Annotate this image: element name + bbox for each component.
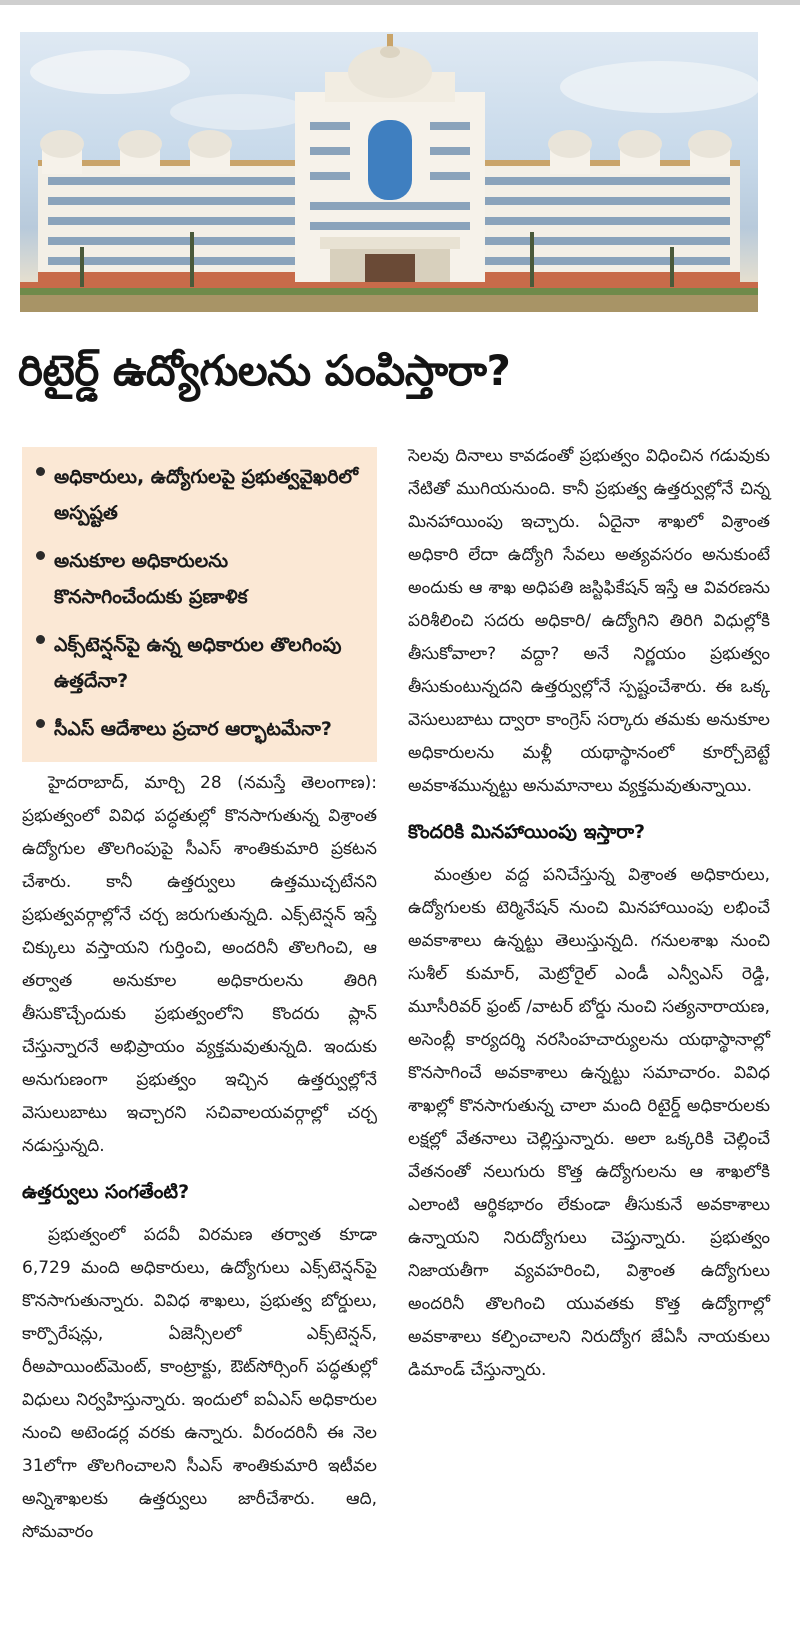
right-column (408, 440, 770, 1387)
highlights-box (22, 447, 377, 762)
body-paragraph: మంత్రుల వద్ద పనిచేస్తున్న విశ్రాంత అధికారులు, ఉద్యోగులకు టెర్మినేషన్ నుంచి మినహాయింపు లభించే అవకాశాలు ఉన్నట్టు తెలుస్తున్నది. గనులశాఖ నుంచి సుశీల్ కుమార్, మెట్రోరైల్ ఎండీ ఎన్వీఎస్ రెడ్డి, మూసీరివర్ ఫ్రంట్ /వాటర్ బోర్డు నుంచి సత్యనారాయణ, అసెంబ్లీ కార్యదర్శి నరసింహచార్యులను యథాస్థానాల్లో కొనసాగించే అవకాశాలు ఉన్నట్టు సమాచారం. వివిధ శాఖల్లో కొనసాగుతున్న చాలా మంది రిటైర్డ్ అధికారులకు లక్షల్లో వేతనాలు చెల్లిస్తున్నారు. అలా ఒక్కరికి చెల్లించే వేతనంతో నలుగురు కొత్త ఉద్యోగులను ఆ శాఖలోకి ఎలాంటి ఆర్థికభారం లేకుండా తీసుకునే అవకాశాలు ఉన్నాయని నిరుద్యోగులు చెప్తున్నారు. ప్రభుత్వం నిజాయతీగా వ్యవహరించి, విశ్రాంత ఉద్యోగులు అందరినీ తొలగించి యువతకు కొత్త ఉద్యోగాల్లో అవకాశాలు కల్పించాలని నిరుద్యోగ జేఏసీ నాయకులు డిమాండ్ చేస్తున్నారు. (408, 865, 770, 1380)
subhead-exemption: కొందరికి మినహాయింపు ఇస్తారా? (408, 821, 646, 843)
left-column (22, 767, 377, 1549)
highlight-text: సీఎస్ ఆదేశాలు ప్రచార ఆర్భాటమేనా? (54, 718, 332, 740)
bullet-dot (36, 719, 45, 728)
highlight-text: అనుకూల అధికారులను కొనసాగించేందుకు ప్రణాళిక (54, 550, 248, 608)
bullet-dot (36, 467, 45, 476)
top-rule (0, 0, 800, 5)
bullet-dot (36, 635, 45, 644)
highlight-item (36, 711, 363, 747)
intro-paragraph: హైదరాబాద్, మార్చి 28 (నమస్తే తెలంగాణ): ప్రభుత్వంలో వివిధ పద్ధతుల్లో కొనసాగుతున్న విశ్రాంత ఉద్యోగుల తొలగింపుపై సీఎస్ శాంతికుమారి ప్రకటన చేశారు. కానీ ఉత్తర్వులు ఉత్తముచ్చటేనని ప్రభుత్వవర్గాల్లోనే చర్చ జరుగుతున్నది. ఎక్స్‌టెన్షన్ ఇస్తే చిక్కులు వస్తాయని గుర్తించి, అందరినీ తొలగించి, ఆ తర్వాత అనుకూల అధికారులను తిరిగి తీసుకొచ్చేందుకు ప్రభుత్వంలోని కొందరు ప్లాన్ చేస్తున్నారనే అభిప్రాయం వ్యక్తమవుతున్నది. ఇందుకు అనుగుణంగా ప్రభుత్వం ఇచ్చిన ఉత్తర్వుల్లోనే వెసులుబాటు ఇచ్చారని సచివాలయవర్గాల్లో చర్చ నడుస్తున్నది. (22, 773, 377, 1156)
bullet-dot (36, 551, 45, 560)
highlight-item (36, 543, 363, 615)
secretariat-photo (20, 32, 758, 312)
body-paragraph: ప్రభుత్వంలో పదవీ విరమణ తర్వాత కూడా 6,729 మంది అధికారులు, ఉద్యోగులు ఎక్స్‌టెన్షన్‌పై కొనసాగుతున్నారు. వివిధ శాఖలు, ప్రభుత్వ బోర్డులు, కార్పొరేషన్లు, ఏజెన్సీలలో ఎక్స్‌టెన్షన్, రీఅపాయింట్‌మెంట్, కాంట్రాక్టు, ఔట్‌సోర్సింగ్ పద్ధతుల్లో విధులు నిర్వహిస్తున్నారు. ఇందులో ఐఏఎస్ అధికారుల నుంచి అటెండర్ల వరకు ఉన్నారు. వీరందరినీ ఈ నెల 31లోగా తొలగించాలని సీఎస్ శాంతికుమారి ఇటీవల అన్నిశాఖలకు ఉత్తర్వులు జారీచేశారు. ఆది, సోమవారం (22, 1225, 377, 1542)
subhead-orders: ఉత్తర్వులు సంగతేంటి? (22, 1181, 190, 1203)
highlight-item (36, 459, 363, 531)
continuation-paragraph: సెలవు దినాలు కావడంతో ప్రభుత్వం విధించిన గడువుకు నేటితో ముగియనుంది. కానీ ప్రభుత్వ ఉత్తర్వుల్లోనే చిన్న మినహాయింపు ఇచ్చారు. ఏదైనా శాఖలో విశ్రాంత అధికారి లేదా ఉద్యోగి సేవలు అత్యవసరం అనుకుంటే అందుకు ఆ శాఖ అధిపతి జస్టిఫికేషన్ ఇస్తే ఆ వివరణను పరిశీలించి సదరు అధికారి/ ఉద్యోగిని తిరిగి విధుల్లోకి తీసుకోవాలా? వద్దా? అనే నిర్ణయం ప్రభుత్వం తీసుకుంటున్నదని ఉత్తర్వుల్లోనే స్పష్టంచేశారు. ఈ ఒక్క వెసులుబాటు ద్వారా కాంగ్రెస్ సర్కారు తమకు అనుకూల అధికారులను మళ్లీ యథాస్థానంలో కూర్చోబెట్టే అవకాశమున్నట్టు అనుమానాలు వ్యక్తమవుతున్నాయి. (408, 446, 770, 796)
highlight-text: ఎక్స్‌టెన్షన్‌పై ఉన్న అధికారుల తొలగింపు ఉత్తదేనా? (54, 634, 342, 692)
highlight-text: అధికారులు, ఉద్యోగులపై ప్రభుత్వవైఖరిలో అస్పష్టత (54, 466, 359, 524)
highlight-item (36, 627, 363, 699)
headline: రిటైర్డ్ ఉద్యోగులను పంపిస్తారా? (18, 346, 511, 395)
